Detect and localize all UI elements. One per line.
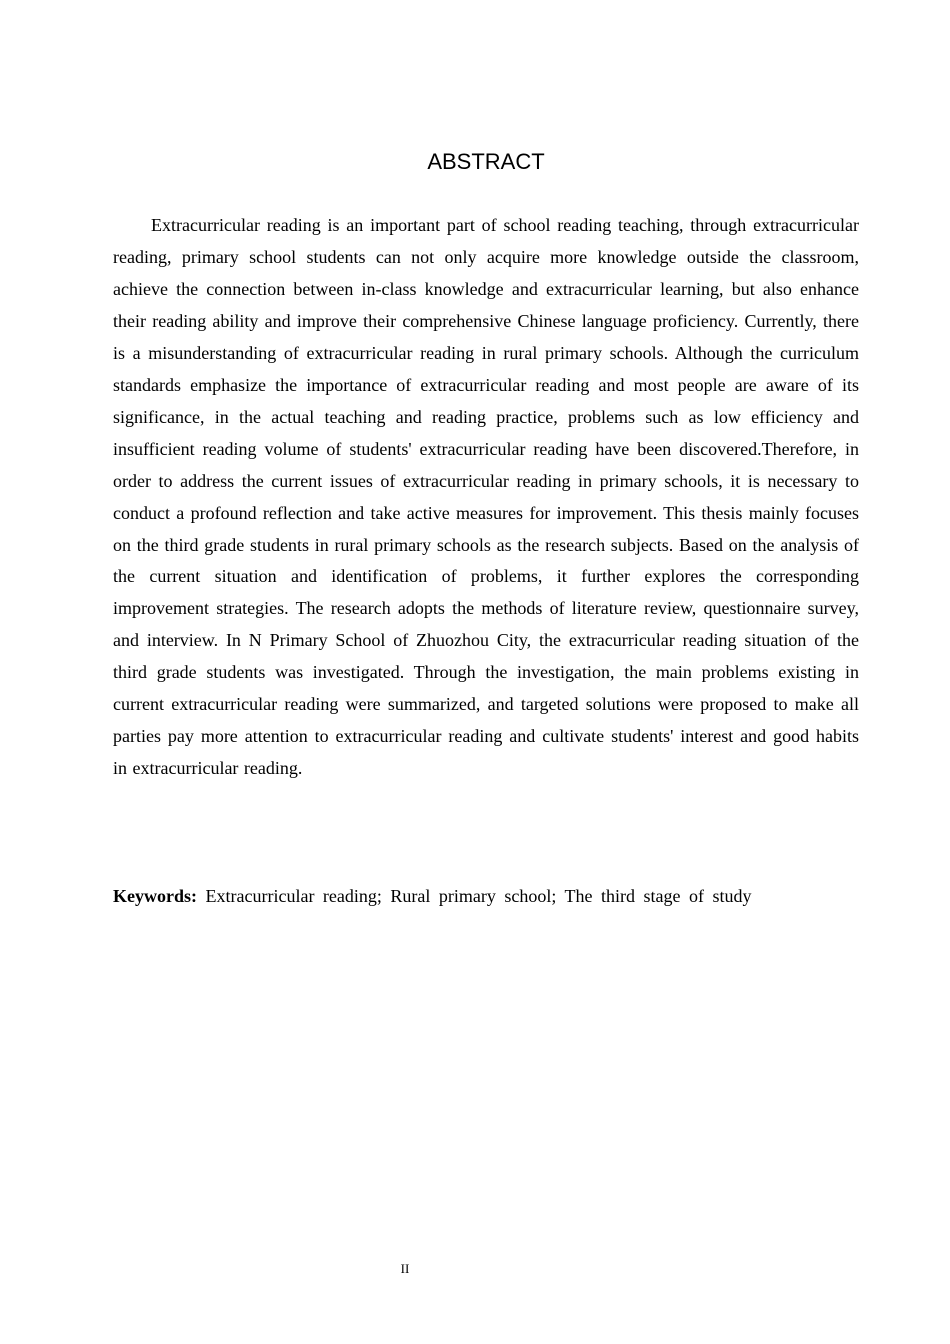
keywords-label: Keywords:	[113, 886, 197, 906]
page-number: II	[400, 1261, 410, 1276]
keywords-text: Extracurricular reading; Rural primary school; The third stage of study	[205, 886, 752, 906]
abstract-title: ABSTRACT	[427, 149, 545, 174]
keywords-line	[113, 880, 859, 912]
abstract-paragraph: Extracurricular reading is an important part of school reading teaching, through extracurricular reading, primary school students can not only acquire more knowledge outside the classroom, achieve the connection between in-class knowledge and extracurricular learning, but also enhance their reading ability and improve their comprehensive Chinese language proficiency. Currently, there is a misunderstanding of extracurricular reading in rural primary schools. Although the curriculum standards emphasize the importance of extracurricular reading and most people are aware of its significance, in the actual teaching and reading practice, problems such as low efficiency and insufficient reading volume of students' extracurricular reading have been discovered.Therefore, in order to address the current issues of extracurricular reading in primary schools, it is necessary to conduct a profound reflection and take active measures for improvement. This thesis mainly focuses on the third grade students in rural primary schools as the research subjects. Based on the analysis of the current situation and identification of problems, it further explores the corresponding improvement strategies. The research adopts the methods of literature review, questionnaire survey, and interview. In N Primary School of Zhuozhou City, the extracurricular reading situation of the third grade students was investigated. Through the investigation, the main problems existing in current extracurricular reading were summarized, and targeted solutions were proposed to make all parties pay more attention to extracurricular reading and cultivate students' interest and good habits in extracurricular reading.	[113, 215, 859, 779]
